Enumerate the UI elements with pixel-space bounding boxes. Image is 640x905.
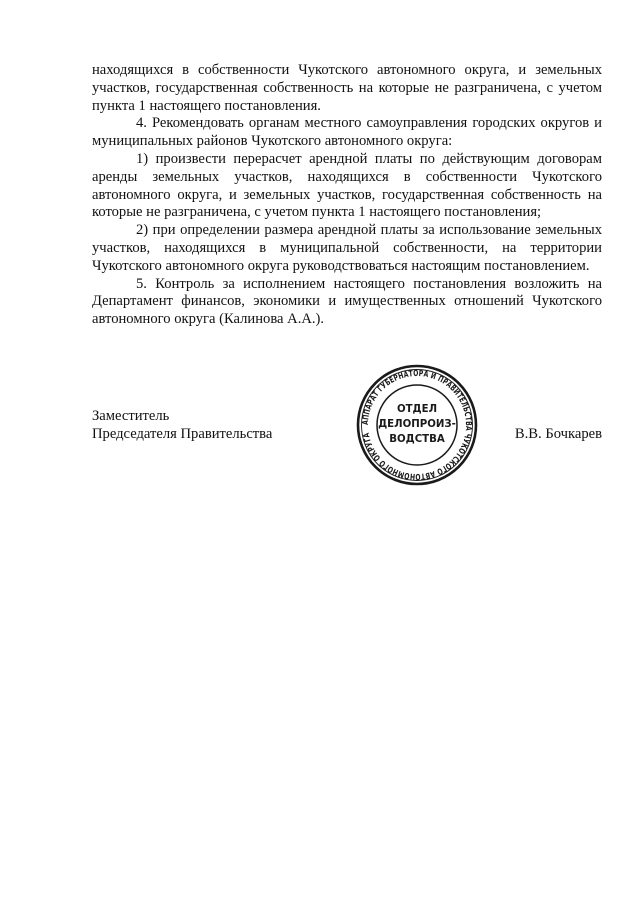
signatory-title <box>92 408 272 444</box>
signatory-name: В.В. Бочкарев <box>514 425 602 442</box>
seal-center-line-3: ВОДСТВА <box>389 434 445 445</box>
paragraph-item-5: 5. Контроль за исполнением настоящего постановления возложить на Департамент финансов, экономики и имущественных отношений Чукотского автономного округа (Калинова А.А.). <box>92 275 602 328</box>
paragraph-item-4: 4. Рекомендовать органам местного самоуправления городских округов и муниципальных районов Чукотского автономного округа: <box>92 115 602 150</box>
official-seal-graphic <box>355 363 479 487</box>
paragraph-continuation: находящихся в собственности Чукотского автономного округа, и земельных участков, государственная собственность на которые не разграничена, с учетом пункта 1 настоящего постановления. <box>92 62 602 114</box>
paragraph-item-4-1: 1) произвести перерасчет арендной платы по действующим договорам аренды земельных участков, находящихся в собственности Чукотского автономного округа, и земельных участков, государственная собственность на которые не разграничена, с учетом пункта 1 настоящего постановления; <box>92 150 602 221</box>
paragraph-item-4-2: 2) при определении размера арендной платы за использование земельных участков, находящихся в муниципальной собственности, на территории Чукотского автономного округа руководствоваться настоящим постановлением. <box>92 222 602 274</box>
seal-center-line-1: ОТДЕЛ <box>396 404 438 415</box>
seal-center-line-2: ДЕЛОПРОИЗ- <box>378 419 456 430</box>
official-seal <box>355 363 479 487</box>
signatory-title-line-2: Председателя Правительства <box>92 425 273 442</box>
signatory-title-line-1: Заместитель <box>92 408 170 424</box>
seal-ring-text-path: АППАРАТ ГУБЕРНАТОРА И ПРАВИТЕЛЬСТВА ЧУКОТСКОГО АВТОНОМНОГО ОКРУГА <box>359 367 475 483</box>
document-body <box>92 62 602 329</box>
